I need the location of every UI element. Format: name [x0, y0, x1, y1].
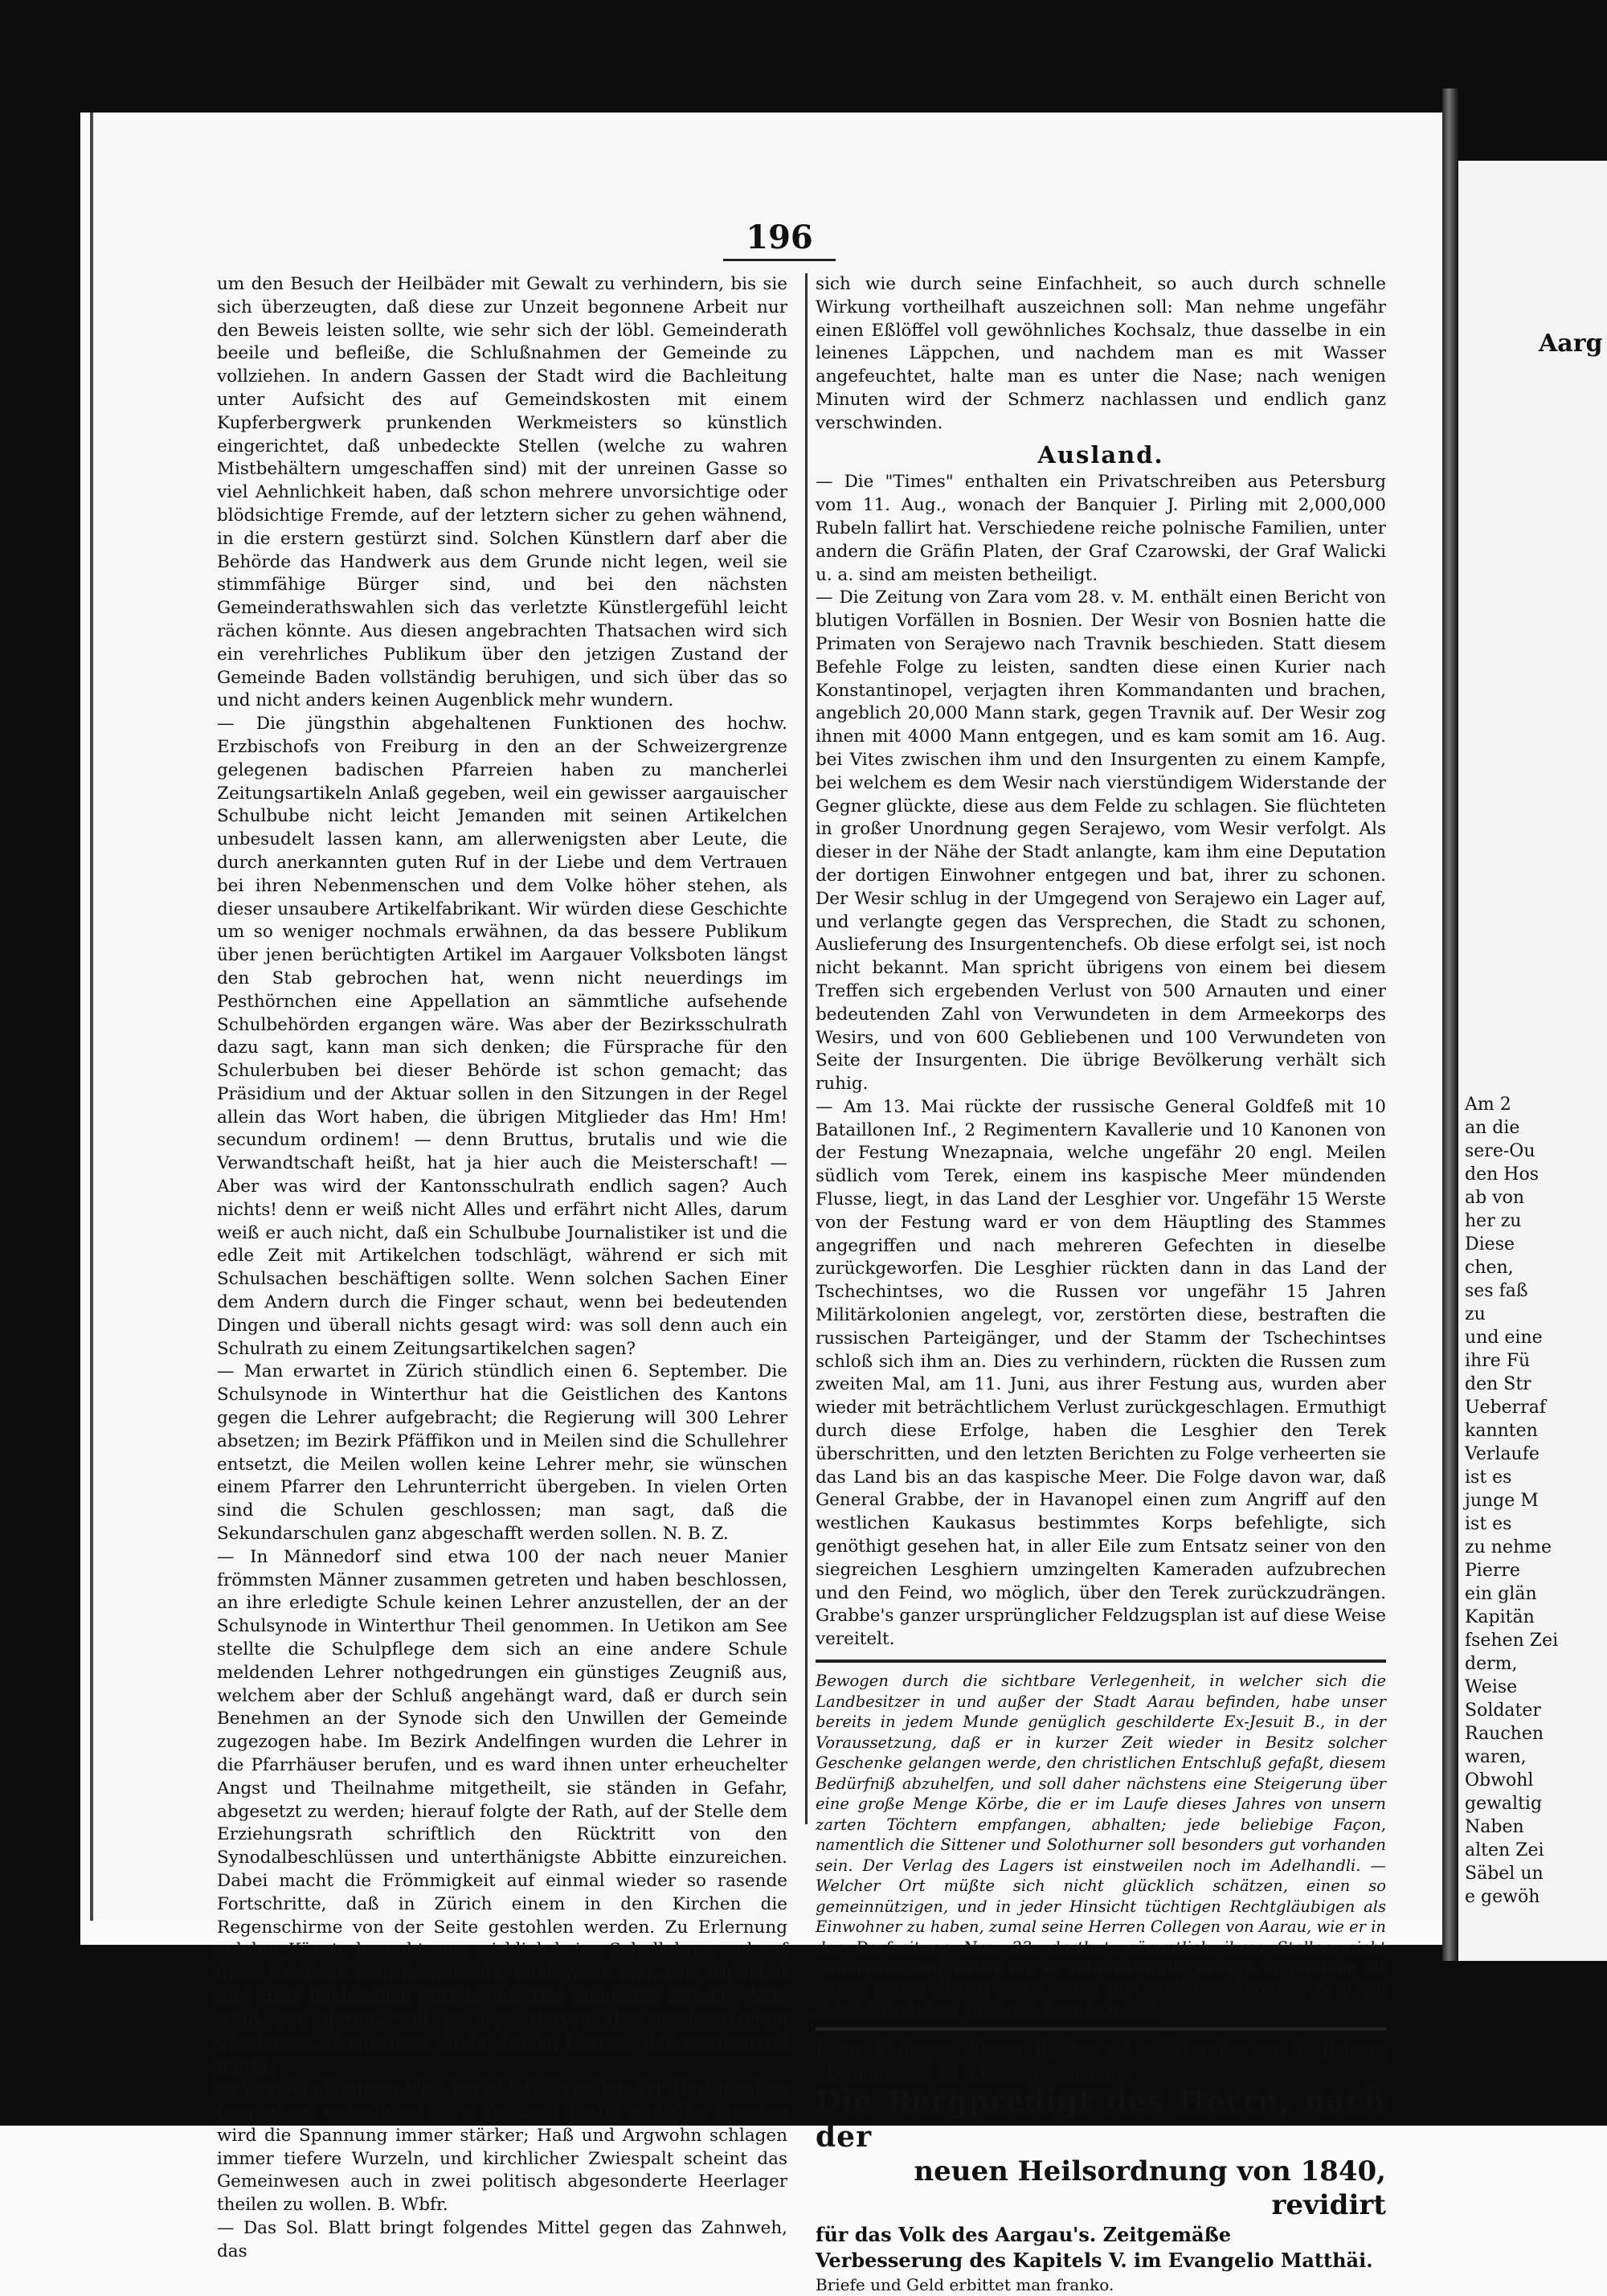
adjacent-page-line: zu nehme — [1465, 1537, 1552, 1557]
advertisement-subtitle-2: Verbesserung des Kapitels V. im Evangelio Matthäi. — [816, 2248, 1373, 2272]
section-rule — [816, 1660, 1386, 1663]
adjacent-page-line: zu — [1465, 1304, 1486, 1324]
adjacent-page-line: fsehen Zei — [1465, 1631, 1559, 1651]
adjacent-page-line: Obwohl — [1465, 1770, 1534, 1791]
advertisement-subtitle: für das Volk des Aargau's. Zeitgemäße — [816, 2222, 1232, 2246]
book-gutter — [1442, 88, 1458, 1961]
scan-border-top — [0, 0, 1607, 113]
adjacent-page-line: ein glän — [1465, 1584, 1537, 1604]
scan-border-left — [0, 0, 80, 2126]
adjacent-page-line: Weise — [1465, 1677, 1518, 1697]
article-paragraph: um den Besuch der Heilbäder mit Gewalt zu verhindern, bis sie sich überzeugten, daß diese zur Unzeit begonnene Arbeit nur den Beweis leisten sollte, wie sehr sich der löbl. Gemeinderath beeile und befleiße, die Schlußnahmen der Gemeinde zu vollziehen. In andern Gassen der Stadt wird die Bachleitung unter Aufsicht des auf Gemeindskosten mit einem Kupferbergwerk prunkenden Werkmeisters so künstlich eingerichtet, daß unbedeckte Stellen (welche zu wahren Mistbehältern umgeschaffen sind) mit der unreinen Gasse so viel Aehnlichkeit haben, daß schon mehrere unvorsichtige oder blödsichtige Fremde, auf der letztern sicher zu gehen wähnend, in die erstern gestürzt sind. Solchen Künstlern darf aber die Behörde das Handwerk aus dem Grunde nicht legen, weil sie stimmfähige Bürger sind, und bei den nächsten Gemeinderathswahlen sich das verletzte Künstlergefühl leicht rächen könnte. Aus diesen angebrachten Thatsachen wird sich ein verehrliches Publikum über den jetzigen Zustand der Gemeinde Baden vollständig beruhigen, und sich über das so und nicht anders keinen Augenblick mehr wundern. — [217, 274, 787, 711]
article-paragraph: — Die "Times" enthalten ein Privatschreiben aus Petersburg vom 11. Aug., wonach der Banquier J. Pirling mit 2,000,000 Rubeln fallirt hat. Verschiedene reiche polnische Familien, unter andern die Gräfin Platen, der Graf Czarowski, der Graf Walicki u. a. sind am meisten betheiligt. — [816, 472, 1386, 585]
adjacent-page-line: und eine — [1465, 1328, 1543, 1348]
adjacent-page-line: Naben — [1465, 1817, 1524, 1837]
article-paragraph: — Man erwartet in Zürich stündlich einen 6. September. Die Schulsynode in Winterthur hat die Geistlichen des Kantons gegen die Lehrer aufgebracht; die Regierung will 300 Lehrer absetzen; im Bezirk Pfäffikon und in Meilen sind die Schullehrer entsetzt, die Meilen wollen keine Lehrer mehr, sie wünschen einem Pfarrer den Lehrunterricht übergeben. In vielen Orten sind die Schulen geschlossen; man sagt, daß die Sekundarschulen ganz abgeschafft werden sollen. N. B. Z. — [217, 1361, 787, 1545]
adjacent-page-line: Rauchen — [1465, 1724, 1544, 1744]
adjacent-page-line: Soldater — [1465, 1701, 1541, 1721]
adjacent-page-line: waren, — [1465, 1747, 1527, 1767]
article-paragraph: — In Männedorf sind etwa 100 der nach neuer Manier frömmsten Männer zusammen getreten und haben beschlossen, an ihre erledigte Schule keinen Lehrer anzustellen, der an der Schulsynode in Winterthur Theil genommen. In Uetikon am See stellte die Schulpflege dem sich an eine andere Schule meldenden Lehrer nothgedrungen ein günstiges Zeugniß aus, welchem aber der Schluß angehängt ward, daß er durch sein Benehmen an der Synode sich den Unwillen der Gemeinde zugezogen habe. Im Bezirk Andelfingen wurden die Lehrer in die Pfarrhäuser berufen, und es ward ihnen unter erheuchelter Angst und Theilnahme mitgetheilt, sie ständen in Gefahr, abgesetzt zu werden; hierauf folgte der Rath, auf der Stelle dem Erziehungsrath schriftlich den Rücktritt von den Synodalbeschlüssen und unterthänigste Abbitte einzureichen. Dabei macht die Frömmigkeit auf einmal wieder so rasende Fortschritte, daß in Zürich einem in den Kirchen die Regenschirme von der Seite gestohlen werden. Zu Erlernung solcher Künste braucht man wirklich keine Schullehrer und auf diese Art kann man fromm sein, auch wenn man vom Alphabet nur zwei Buchstaben (JA) kennt. Das sieht das Zürcher Volk wohl ein, darum will es den Herren das Rechnenlernen überlassen, damit diese allein stehlen können, daß es niemand merkt. — [217, 1546, 787, 2077]
article-paragraph: — Am 13. Mai rückte der russische General Goldfeß mit 10 Bataillonen Inf., 2 Regimentern Kavallerie und 10 Kanonen von der Festung Wnezapnaia, welche ungefähr 20 engl. Meilen südlich vom Terek, einem ins kaspische Meer mündenden Flusse, liegt, in das Land der Lesghier vor. Ungefähr 15 Werste von der Festung ward er von dem Häuptling des Stammes angegriffen und nach mehreren Gefechten in dieselbe zurückgeworfen. Die Lesghier rückten dann in das Land der Tschechintses, wo die Russen vor ungefähr 15 Jahren Militärkolonien angelegt, vor, zerstörten diese, bestraften die russischen Parteigänger, und der Stamm der Tschechintses schloß sich ihm an. Dies zu verhindern, rückten die Russen zum zweiten Mal, am 11. Juni, aus ihrer Festung aus, wurden aber wieder mit beträchtlichem Verlust zurückgeschlagen. Ermuthigt durch diese Erfolge, haben die Lesghier den Terek überschritten, und den letzten Berichten zu Folge verheerten sie das Land bis an das kaspische Meer. Die Folge davon war, daß General Grabbe, der in Havanopel einen zum Angriff auf den westlichen Kaukasus bestimmtes Korps befehligte, sich genöthigt gesehen hat, in aller Eile zum Entsatz seiner von den siegreichen Lesghiern umzingelten Kameraden aufzubrechen und den Feind, wo möglich, über den Terek zurückzudrängen. Grabbe's ganzer ursprünglicher Feldzugsplan ist auf diese Weise vereitelt. — [816, 1096, 1386, 1650]
article-paragraph: — Von Schaffhausen wird berichtet: Zwischen der Hurter'schen (sogenannt vornehmen (?) o Jemine!) Partei und den Burgern wird die Spannung immer stärker; Haß und Argwohn schlagen immer tiefere Wurzeln, und kirchlicher Zwiespalt scheint das Gemeinwesen auch in zwei politisch abgesonderte Heerlager theilen zu wollen. B. Wbfr. — [217, 2079, 787, 2216]
page-number: 196 — [723, 217, 836, 261]
right-column — [816, 273, 1386, 2296]
article-paragraph: sich wie durch seine Einfachheit, so auch durch schnelle Wirkung vortheilhaft auszeichnen soll: Man nehme ungefähr einen Eßlöffel voll gewöhnliches Kochsalz, thue dasselbe in ein leinenes Läppchen, und nachdem man es mit Wasser angefeuchtet, halte man es unter die Nase; nach wenigen Minuten wird der Schmerz nachlassen und endlich ganz verschwinden. — [816, 274, 1386, 433]
adjacent-page-line: den Hos — [1465, 1164, 1539, 1185]
article-paragraph: — Die jüngsthin abgehaltenen Funktionen des hochw. Erzbischofs von Freiburg in den an der Schweizergrenze gelegenen badischen Pfarreien haben zu mancherlei Zeitungsartikeln Anlaß gegeben, weil ein gewisser aargauischer Schulbube nicht leicht Jemanden mit seinen Artikelchen unbesudelt lassen kann, am allerwenigsten aber Leute, die durch anerkannten guten Ruf in der Liebe und dem Vertrauen bei ihren Nebenmenschen und dem Volke höher stehen, als dieser unsaubere Artikelfabrikant. Wir würden diese Geschichte um so weniger nochmals erwähnen, da das bessere Publikum über jenen berüchtigten Artikel im Aargauer Volksboten längst den Stab gebrochen hat, wenn nicht neuerdings im Pesthörnchen eine Appellation an sämmtliche aufsehende Schulbehörden ergangen wäre. Was aber der Bezirksschulrath dazu sagt, kann man sich denken; die Fürsprache für den Schulerbuben bei dieser Behörde ist schon gemacht; das Präsidium und der Aktuar sollen in den Sitzungen in der Regel allein das Wort haben, die übrigen Mitglieder das Hm! Hm! secundum ordinem! — denn Bruttus, brutalis und wie die Verwandtschaft heißt, hat ja hier auch die Meisterschaft! — Aber was wird der Kantonsschulrath endlich sagen? Auch nichts! denn er weiß nicht Alles und erfährt nicht Alles, darum weiß er auch nicht, daß ein Schulbube Journalistiker ist und die edle Zeit mit Artikelchen todschlägt, während er sich mit Schulsachen beschäftigen sollte. Wenn solchen Sachen Einer dem Andern durch die Finger schaut, wenn bei bedeutenden Dingen und überall nichts gesagt wird: was soll denn auch ein Schulrath zu einem Zeitungsartikelchen sagen? — [217, 714, 787, 1359]
adjacent-page-line: ses faß — [1465, 1281, 1528, 1301]
adjacent-page-lines — [1465, 1093, 1558, 1909]
adjacent-page-line: Säbel un — [1465, 1864, 1544, 1884]
adjacent-page-line: ab von — [1465, 1188, 1525, 1208]
adjacent-page-line: den Str — [1465, 1374, 1531, 1394]
section-rule — [816, 2028, 1386, 2031]
adjacent-page-line: ihre Fü — [1465, 1351, 1531, 1371]
adjacent-page-line: Pierre — [1465, 1561, 1520, 1581]
adjacent-page-line: gewaltig — [1465, 1794, 1543, 1814]
adjacent-page-line: derm, — [1465, 1654, 1518, 1674]
adjacent-page-edge — [1458, 88, 1607, 1961]
adjacent-page-line: ist es — [1465, 1514, 1512, 1534]
article-paragraph: — Die Zeitung von Zara vom 28. v. M. enthält einen Bericht von blutigen Vorfällen in Bosnien. Der Wesir von Bosnien hatte die Primaten von Serajewo nach Travnik beschieden. Statt diesem Befehle Folge zu leisten, sandten diese einen Kurier nach Konstantinopel, verjagten ihren Kommandanten und brachen, angeblich 20,000 Mann stark, gegen Travnik auf. Der Wesir zog ihnen mit 4000 Mann entgegen, und es kam somit am 16. Aug. bei Vites zwischen ihm und den Insurgenten zu einem Kampfe, bei welchem es dem Wesir nach vierstündigem Widerstande der Gegner glückte, diese aus dem Felde zu schlagen. Sie flüchteten in großer Unordnung gegen Serajewo, vom Wesir verfolgt. Als dieser in der Nähe der Stadt anlangte, kam ihm eine Deputation der dortigen Einwohner entgegen und bat, ihrer zu schonen. Der Wesir schlug in der Umgegend von Serajewo ein Lager auf, und verlangte gegen das Versprechen, die Stadt zu schonen, Auslieferung des Insurgentenchefs. Ob diese erfolgt sei, ist noch nicht bekannt. Man spricht übrigens von einem bei diesem Treffen sich ergebenden Verlust von 500 Arnauten und einer bedeutenden Zahl von Verwundeten in dem Armeekorps des Wesirs, und von 600 Gebliebenen und 100 Verwundeten von Seite der Insurgenten. Die übrige Bevölkerung verhält sich ruhig. — [816, 587, 1386, 1095]
notice-paragraph: Bewogen durch die sichtbare Verlegenheit, in welcher sich die Landbesitzer in und außer der Stadt Aarau befinden, habe unser bereits in jedem Munde genüglich geschilderte Ex-Jesuit B., in der Voraussetzung, daß er in kurzer Zeit wieder in Besitz solcher Geschenke gelangen werde, den christlichen Entschluß gefaßt, diesem Bedürfniß abzuhelfen, und soll daher nächstens eine Steigerung über eine große Menge Körbe, die er im Laufe dieses Jahres von unsern zarten Töchtern empfangen, abhalten; jede beliebige Façon, namentlich die Sittener und Solothurner soll besonders gut vorhanden sein. Der Verlag des Lagers ist einstweilen noch im Adelhandli. — Welcher Ort müßte sich nicht glücklich schätzen, einen so gemeinnützigen, und in jeder Hinsicht tüchtigen Rechtgläubigen als Einwohner zu haben, zumal seine Herren Collegen von Aarau, wie er in der Dorfzeitung Nro. 23. darthut, sämmtlich ihres Stellen nicht gewachsen sind, indem nur er unter allen Regierungs-Angestellten als lumen mundi glänzt, wenn schon die unfähigen Aarauer, d. h. die Frauenzimmer, es nicht anerkennen wollen. — [816, 1672, 1386, 2019]
advertisement-title-2: neuen Heilsordnung von 1840, revidirt — [914, 2155, 1386, 2221]
adjacent-page-title: Aarg — [1539, 329, 1603, 358]
adjacent-page-line: ist es — [1465, 1467, 1512, 1488]
section-heading: Ausland. — [1037, 440, 1164, 469]
adjacent-page-line: Am 2 — [1465, 1095, 1511, 1115]
adjacent-page-line: her zu — [1465, 1211, 1522, 1231]
adjacent-page-line: Kapitän — [1465, 1607, 1535, 1627]
left-column — [217, 273, 787, 2264]
adjacent-page-line: Diese — [1465, 1234, 1515, 1254]
column-divider — [805, 273, 808, 1824]
adjacent-page-line: an die — [1465, 1118, 1520, 1138]
adjacent-page-line: alten Zei — [1465, 1840, 1544, 1860]
adjacent-page-line: kannten — [1465, 1421, 1538, 1441]
adjacent-page-line: Verlaufe — [1465, 1444, 1540, 1464]
adjacent-page-line: Ueberraf — [1465, 1398, 1546, 1418]
advertisement-intro: Beim Verleger dieses Blattes ist stückweise zu 1 Batzen, dutzendweise zu 8 Batzen zu haben: — [816, 2040, 1386, 2082]
advertisement-title: Die Bergpredigt des Herrn, nach der — [816, 2084, 1386, 2154]
advertisement-footer: Briefe und Geld erbittet man franko. — [816, 2274, 1114, 2294]
adjacent-page-line: sere-Ou — [1465, 1141, 1535, 1161]
adjacent-page-line: chen, — [1465, 1258, 1514, 1278]
adjacent-page-line: e gewöh — [1465, 1887, 1540, 1907]
article-paragraph: — Das Sol. Blatt bringt folgendes Mittel gegen das Zahnweh, das — [217, 2217, 787, 2261]
adjacent-page-dark-top — [1458, 88, 1607, 161]
adjacent-page-line: junge M — [1465, 1491, 1539, 1511]
